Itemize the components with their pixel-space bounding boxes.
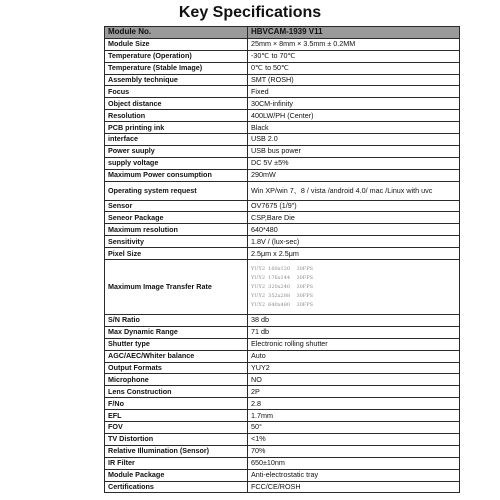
spec-row: [105, 398, 460, 410]
spec-table-header-row: [105, 27, 460, 39]
spec-row: [105, 98, 460, 110]
spec-row: [105, 86, 460, 98]
spec-value-cell: 650±10nm: [248, 457, 460, 469]
transfer-rate-line: YUY2 176x144 30FPS: [251, 275, 314, 282]
spec-row: [105, 181, 460, 200]
spec-value-cell: YUY2: [248, 362, 460, 374]
spec-key-cell: supply voltage: [105, 157, 248, 169]
transfer-rate-line: YUY2 160x120 30FPS: [251, 266, 314, 273]
spec-key-cell: Shutter type: [105, 338, 248, 350]
spec-row: [105, 122, 460, 134]
spec-key-cell: Module Size: [105, 38, 248, 50]
spec-row: [105, 74, 460, 86]
spec-row: [105, 134, 460, 146]
spec-row: [105, 169, 460, 181]
spec-value-cell: 38 db: [248, 315, 460, 327]
spec-row: [105, 200, 460, 212]
spec-value-cell: USB 2.0: [248, 134, 460, 146]
spec-key-cell: Operating system request: [105, 181, 248, 200]
spec-key-cell: Temperature (Operation): [105, 50, 248, 62]
spec-value-cell: <1%: [248, 433, 460, 445]
spec-row: [105, 362, 460, 374]
spec-key-cell: interface: [105, 134, 248, 146]
spec-value-cell: SMT (ROSH): [248, 74, 460, 86]
spec-key-cell: Output Formats: [105, 362, 248, 374]
transfer-rate-line: YUY2 320x240 30FPS: [251, 284, 314, 291]
spec-key-cell: Focus: [105, 86, 248, 98]
spec-row: [105, 410, 460, 422]
spec-row: [105, 422, 460, 434]
spec-key-cell: Object distance: [105, 98, 248, 110]
spec-value-cell: 71 db: [248, 326, 460, 338]
spec-row: [105, 386, 460, 398]
spec-key-cell: EFL: [105, 410, 248, 422]
spec-key-cell: Resolution: [105, 110, 248, 122]
spec-key-cell: Pixel Size: [105, 248, 248, 260]
spec-value-cell: USB bus power: [248, 145, 460, 157]
spec-row: [105, 326, 460, 338]
spec-key-cell: TV Distortion: [105, 433, 248, 445]
spec-key-cell: PCB printing ink: [105, 122, 248, 134]
spec-value-cell: [248, 260, 460, 315]
spec-key-cell: Temperature (Stable Image): [105, 62, 248, 74]
spec-key-cell: Maximum Image Transfer Rate: [105, 260, 248, 315]
spec-row: [105, 224, 460, 236]
spec-value-cell: 70%: [248, 445, 460, 457]
spec-row: [105, 50, 460, 62]
spec-value-cell: OV7675 (1/9"): [248, 200, 460, 212]
spec-value-cell: 640*480: [248, 224, 460, 236]
transfer-rate-list: [251, 264, 456, 310]
spec-value-cell: 1.7mm: [248, 410, 460, 422]
spec-row: [105, 62, 460, 74]
spec-value-cell: 290mW: [248, 169, 460, 181]
spec-row: [105, 38, 460, 50]
spec-value-cell: Electronic rolling shutter: [248, 338, 460, 350]
spec-row: [105, 145, 460, 157]
spec-value-cell: Auto: [248, 350, 460, 362]
transfer-rate-line: YUY2 640x480 30FPS: [251, 302, 314, 309]
spec-key-cell: Sensor: [105, 200, 248, 212]
header-value-cell: HBVCAM-1939 V11: [248, 27, 460, 39]
spec-row: [105, 481, 460, 493]
spec-row: [105, 350, 460, 362]
spec-key-cell: FOV: [105, 422, 248, 434]
spec-key-cell: Certifications: [105, 481, 248, 493]
spec-value-cell: Anti-electrostatic tray: [248, 469, 460, 481]
spec-key-cell: Max Dynamic Range: [105, 326, 248, 338]
spec-value-cell: 0℃ to 50℃: [248, 62, 460, 74]
spec-row: [105, 315, 460, 327]
spec-key-cell: Maximum resolution: [105, 224, 248, 236]
spec-row: [105, 110, 460, 122]
spec-value-cell: -30℃ to 70℃: [248, 50, 460, 62]
spec-row: [105, 260, 460, 315]
header-key-cell: Module No.: [105, 27, 248, 39]
spec-row: [105, 236, 460, 248]
spec-key-cell: Maximum Power consumption: [105, 169, 248, 181]
spec-value-cell: 2.8: [248, 398, 460, 410]
spec-row: [105, 469, 460, 481]
spec-row: [105, 338, 460, 350]
spec-row: [105, 248, 460, 260]
spec-value-cell: 25mm × 8mm × 3.5mm ± 0.2MM: [248, 38, 460, 50]
spec-row: [105, 445, 460, 457]
spec-row: [105, 157, 460, 169]
spec-value-cell: DC 5V ±5%: [248, 157, 460, 169]
page-title: Key Specifications: [178, 4, 322, 21]
spec-value-cell: CSP,Bare Die: [248, 212, 460, 224]
spec-value-cell: 1.8V / (lux-sec): [248, 236, 460, 248]
spec-key-cell: Microphone: [105, 374, 248, 386]
spec-value-cell: 400LW/PH (Center): [248, 110, 460, 122]
spec-row: [105, 212, 460, 224]
spec-row: [105, 374, 460, 386]
spec-key-cell: Sensitivity: [105, 236, 248, 248]
spec-table: [104, 26, 460, 493]
spec-key-cell: Power suuply: [105, 145, 248, 157]
spec-value-cell: 2.5μm x 2.5μm: [248, 248, 460, 260]
spec-key-cell: Module Package: [105, 469, 248, 481]
spec-value-cell: NO: [248, 374, 460, 386]
spec-row: [105, 433, 460, 445]
spec-key-cell: Seneor Package: [105, 212, 248, 224]
spec-key-cell: F/No: [105, 398, 248, 410]
spec-value-cell: Black: [248, 122, 460, 134]
spec-key-cell: Lens Construction: [105, 386, 248, 398]
spec-value-cell: 2P: [248, 386, 460, 398]
spec-value-cell: FCC/CE/ROSH: [248, 481, 460, 493]
spec-value-cell: Fixed: [248, 86, 460, 98]
spec-key-cell: Assembly technique: [105, 74, 248, 86]
spec-key-cell: IR Filter: [105, 457, 248, 469]
spec-value-cell: 30CM-infinity: [248, 98, 460, 110]
spec-key-cell: S/N Ratio: [105, 315, 248, 327]
spec-key-cell: AGC/AEC/Whiter balance: [105, 350, 248, 362]
spec-table-body: [105, 27, 460, 493]
spec-key-cell: Relative Illumination (Sensor): [105, 445, 248, 457]
spec-value-cell: Win XP/win 7、8 / vista /android 4.0/ mac /Linux with uvc: [248, 181, 460, 200]
spec-value-cell: 50°: [248, 422, 460, 434]
spec-row: [105, 457, 460, 469]
transfer-rate-line: YUY2 352x288 30FPS: [251, 293, 314, 300]
